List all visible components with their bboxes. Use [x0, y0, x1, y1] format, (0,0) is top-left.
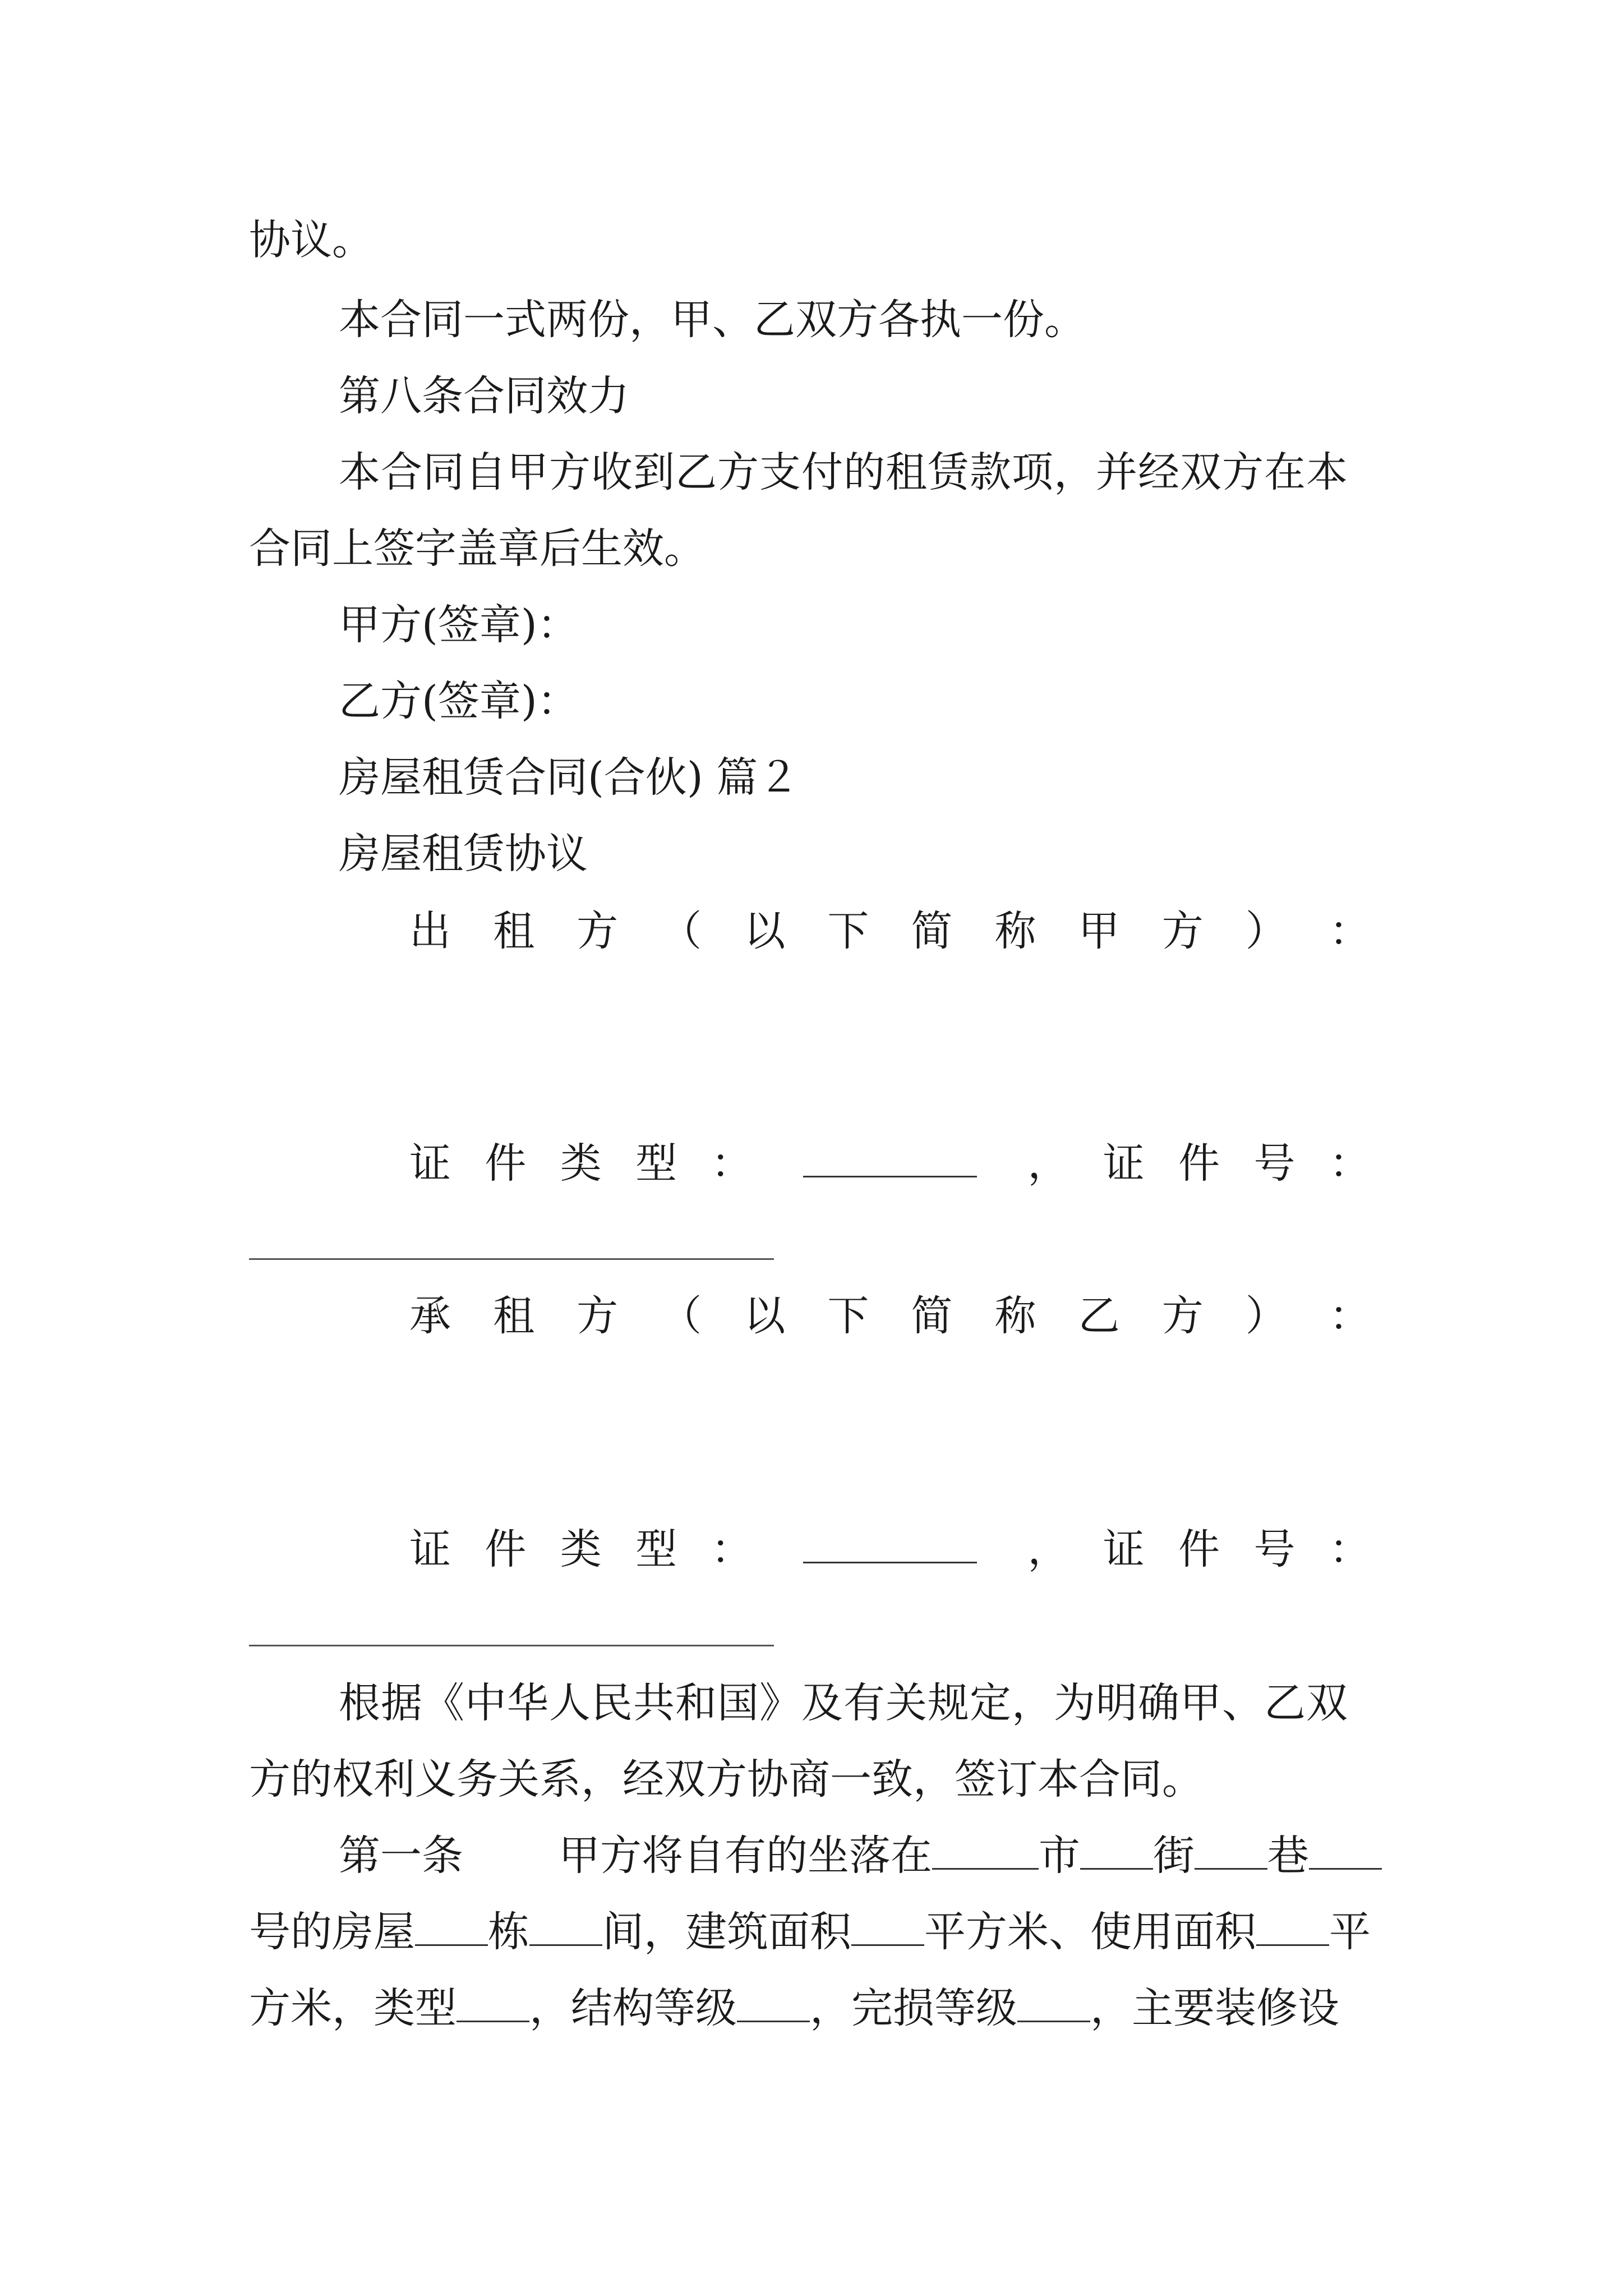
char: 号 — [1253, 1525, 1295, 1573]
char: 号 — [1253, 1139, 1295, 1188]
id-type-blank — [803, 1142, 977, 1177]
char: ： — [1329, 907, 1371, 955]
char: 以 — [744, 1292, 786, 1340]
article-heading: 第八条合同效力 — [339, 372, 629, 420]
blank — [415, 1910, 488, 1946]
blank — [529, 1910, 602, 1946]
char: （ — [660, 1292, 702, 1340]
blank — [737, 1986, 810, 2022]
text: 号的房屋 — [249, 1908, 415, 1956]
char: 件 — [1178, 1139, 1220, 1188]
char: 类 — [560, 1139, 602, 1188]
char: 证 — [409, 1525, 451, 1573]
char: 租 — [493, 1292, 535, 1340]
char: 承 — [409, 1292, 451, 1340]
char: 出 — [409, 907, 451, 955]
id-number-blank — [249, 1258, 774, 1260]
article-1-line-3 — [249, 1980, 1339, 2036]
text: 巷 — [1267, 1832, 1309, 1880]
text-line: 方的权利义务关系，经双方协商一致，签订本合同。 — [249, 1755, 1204, 1803]
blank — [1309, 1833, 1382, 1870]
char: 证 — [1103, 1525, 1145, 1573]
char: ， — [1027, 1525, 1069, 1573]
signature-party-a: 甲方(签章)： — [339, 601, 579, 649]
char: 件 — [1178, 1525, 1220, 1573]
char: 称 — [994, 907, 1036, 955]
text: 甲方将自有的坐落在 — [559, 1832, 932, 1880]
char: 以 — [744, 907, 786, 955]
char: 甲 — [1078, 907, 1120, 955]
char: ： — [711, 1525, 753, 1573]
text-line: 本合同自甲方收到乙方支付的租赁款项，并经双方在本 — [339, 448, 1348, 496]
char: 类 — [560, 1525, 602, 1573]
char: ） — [1245, 1292, 1287, 1340]
char: ： — [1329, 1525, 1371, 1573]
char: 件 — [485, 1525, 527, 1573]
article-label: 第一条 — [339, 1832, 463, 1880]
section-title: 房屋租赁合同(合伙) 篇２ — [339, 753, 800, 802]
char: ） — [1245, 907, 1287, 955]
lessor-line — [409, 903, 1371, 959]
article-1-line-1 — [339, 1828, 1382, 1884]
text-line: 合同上签字盖章后生效。 — [249, 524, 706, 573]
text-line: 本合同一式两份，甲、乙双方各执一份。 — [339, 296, 1086, 344]
char: 证 — [1103, 1139, 1145, 1188]
id-number-blank — [249, 1645, 774, 1646]
id-type-blank — [803, 1528, 977, 1563]
agreement-title: 房屋租赁协议 — [339, 830, 588, 878]
lessor-id-line — [409, 1135, 1371, 1191]
blank — [1017, 1986, 1090, 2022]
blank — [1256, 1910, 1329, 1946]
text: 市 — [1039, 1832, 1080, 1880]
text: 方米，类型 — [249, 1984, 457, 2032]
char: 下 — [827, 907, 869, 955]
char: 方 — [577, 1292, 619, 1340]
char: （ — [660, 907, 702, 955]
char: ： — [711, 1139, 753, 1188]
text: ，完损等级 — [810, 1984, 1017, 2032]
char: 型 — [635, 1139, 677, 1188]
char: 下 — [827, 1292, 869, 1340]
char: ： — [1329, 1292, 1371, 1340]
text-line: 根据《中华人民共和国》及有关规定，为明确甲、乙双 — [339, 1679, 1348, 1727]
text: 街 — [1153, 1832, 1195, 1880]
blank — [457, 1986, 529, 2022]
text: 平 — [1329, 1908, 1371, 1956]
signature-party-b: 乙方(签章)： — [339, 677, 579, 725]
char: 方 — [577, 907, 619, 955]
text: 栋 — [488, 1908, 529, 1956]
char: 简 — [911, 1292, 953, 1340]
text: 间，建筑面积 — [602, 1908, 851, 1956]
article-1-line-2 — [249, 1904, 1371, 1960]
text: ，结构等级 — [529, 1984, 737, 2032]
blank — [851, 1910, 924, 1946]
char: 租 — [493, 907, 535, 955]
blank — [932, 1833, 1039, 1870]
char: 乙 — [1078, 1292, 1120, 1340]
char: ， — [1027, 1139, 1069, 1188]
char: 证 — [409, 1139, 451, 1188]
char: 型 — [635, 1525, 677, 1573]
char: 方 — [1161, 1292, 1204, 1340]
lessee-line — [409, 1288, 1371, 1344]
char: 件 — [485, 1139, 527, 1188]
char: 称 — [994, 1292, 1036, 1340]
text: ，主要装修设 — [1090, 1984, 1339, 2032]
text-line: 协议。 — [249, 216, 374, 264]
text: 平方米、使用面积 — [924, 1908, 1256, 1956]
char: 方 — [1161, 907, 1204, 955]
char: 简 — [911, 907, 953, 955]
blank — [1080, 1833, 1153, 1870]
lessee-id-line — [409, 1521, 1371, 1577]
char: ： — [1329, 1139, 1371, 1188]
blank — [1195, 1833, 1267, 1870]
